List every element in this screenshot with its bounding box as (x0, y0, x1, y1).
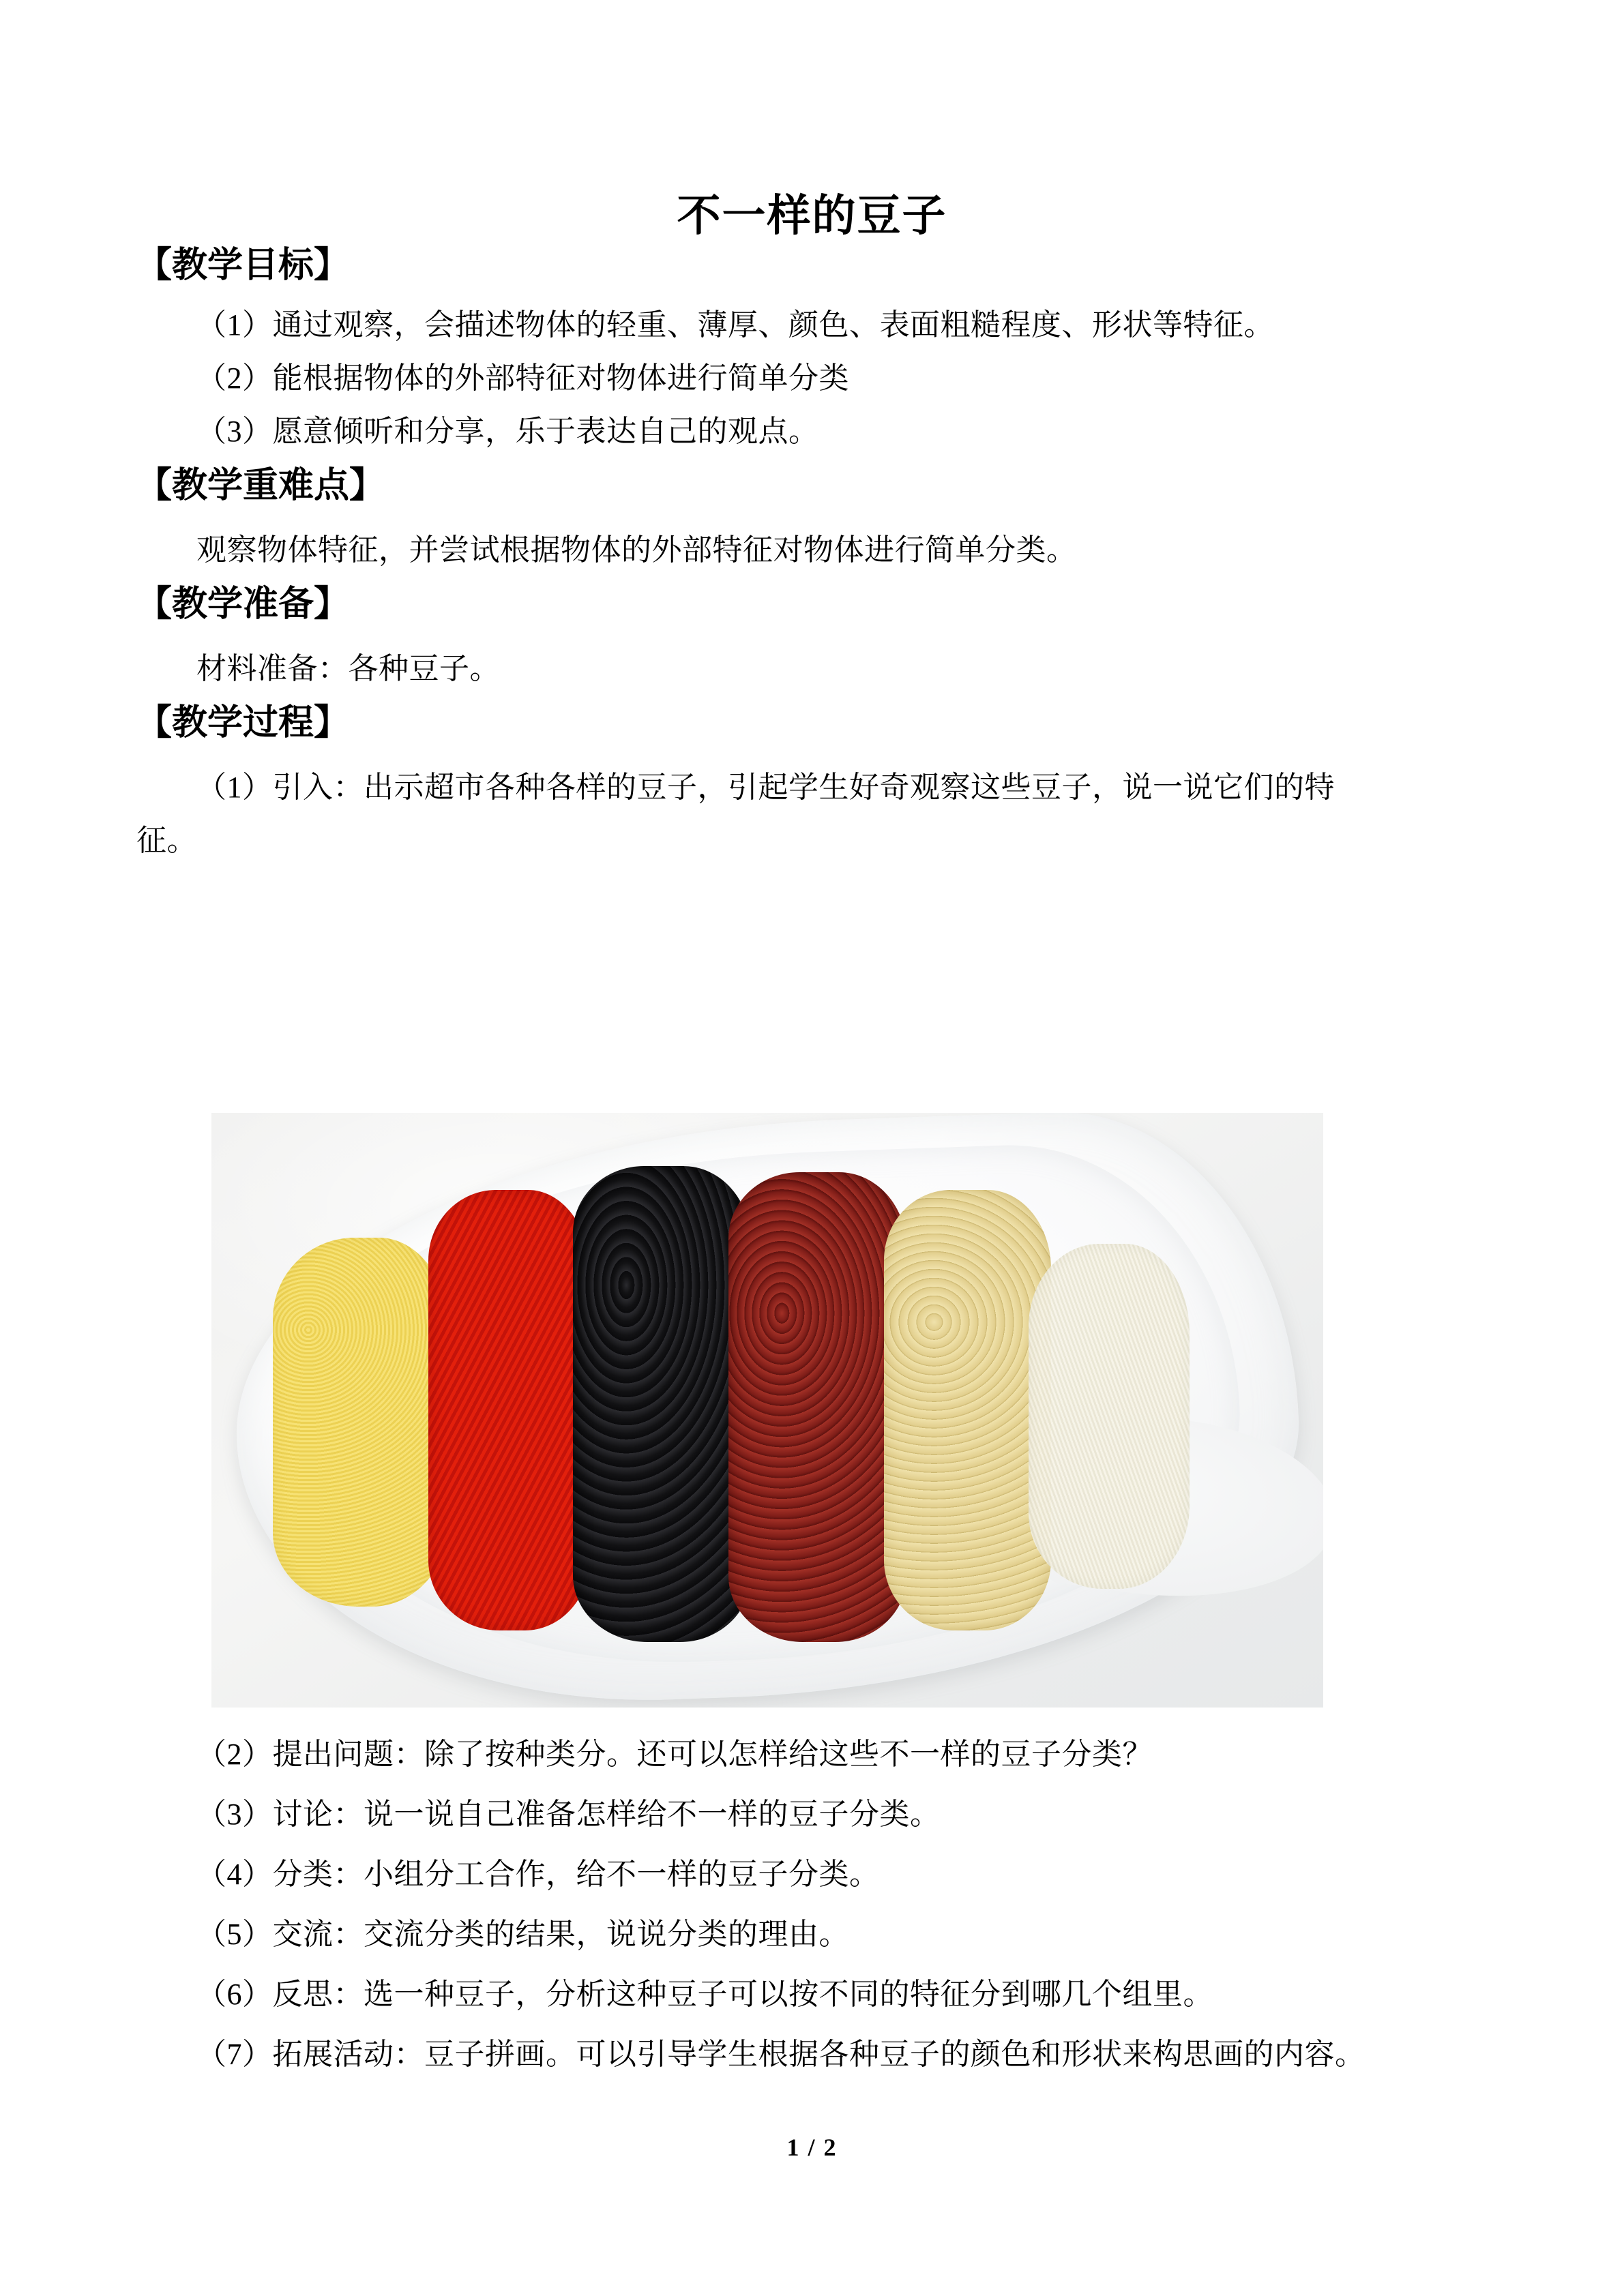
page-number-footer: 1 / 2 (786, 2134, 838, 2161)
objective-item-3: （3）愿意倾听和分享，乐于表达自己的观点。 (196, 415, 819, 448)
process-step-4: （4）分类：小组分工合作，给不一样的豆子分类。 (196, 1858, 880, 1891)
process-step-1-line-2: 征。 (136, 824, 197, 857)
preparation-text: 材料准备：各种豆子。 (196, 652, 500, 685)
key-points-text: 观察物体特征，并尝试根据物体的外部特征对物体进行简单分类。 (196, 533, 1077, 567)
process-step-2: （2）提出问题：除了按种类分。还可以怎样给这些不一样的豆子分类？ (196, 1738, 1153, 1771)
stripe-rice (1029, 1244, 1190, 1589)
stripe-millet (273, 1238, 451, 1607)
process-step-5: （5）交流：交流分类的结果，说说分类的理由。 (196, 1918, 849, 1951)
section-heading-process: 【教学过程】 (136, 704, 350, 743)
stripe-goji (428, 1190, 589, 1630)
section-heading-objectives: 【教学目标】 (136, 246, 350, 285)
stripe-black-bean (573, 1166, 751, 1642)
process-step-7: （7）拓展活动：豆子拼画。可以引导学生根据各种豆子的颜色和形状来构思画的内容。 (196, 2038, 1365, 2071)
section-heading-preparation: 【教学准备】 (136, 585, 350, 624)
objective-item-2: （2）能根据物体的外部特征对物体进行简单分类 (196, 361, 849, 395)
process-step-6: （6）反思：选一种豆子，分析这种豆子可以按不同的特征分到哪几个组里。 (196, 1978, 1213, 2011)
process-step-1-line-1: （1）引入：出示超市各种各样的豆子，引起学生好奇观察这些豆子，说一说它们的特 (196, 771, 1335, 804)
beans-photo (211, 1113, 1323, 1708)
page-title: 不一样的豆子 (677, 192, 947, 240)
stripe-adzuki-bean (728, 1172, 906, 1642)
photo-background (211, 1113, 1323, 1708)
section-heading-key-points: 【教学重难点】 (136, 466, 385, 505)
objective-item-1: （1）通过观察，会描述物体的轻重、薄厚、颜色、表面粗糙程度、形状等特征。 (196, 308, 1274, 342)
process-step-3: （3）讨论：说一说自己准备怎样给不一样的豆子分类。 (196, 1798, 941, 1831)
stripe-soybean (884, 1190, 1051, 1630)
